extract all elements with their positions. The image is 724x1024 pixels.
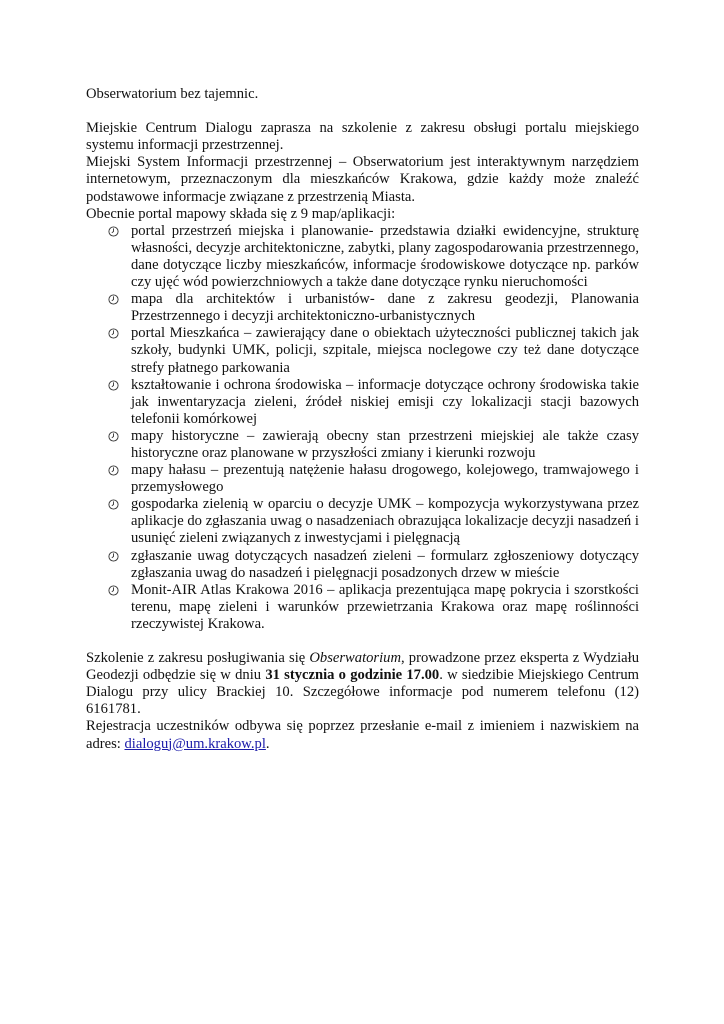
training-date: 31 stycznia o godzinie 17.00 [265,667,440,684]
clock-icon [108,499,119,510]
clock-icon [108,431,119,442]
list-item [86,377,639,428]
list-item [86,462,639,496]
document-title: Obserwatorium bez tajemnic. [86,86,259,102]
list-item-text: mapy hałasu – prezentują natężenie hałasu drogowego, kolejowego, tramwajowego i przemysłowego [131,462,639,496]
list-item [86,496,639,547]
list-item-text: Monit-AIR Atlas Krakowa 2016 – aplikacja prezentująca mapę pokrycia i szorstkości terenu, mapę zieleni i warunków przewietrzania Krakowa oraz mapę roślinności rzeczywistej Krakowa. [131,581,639,632]
training-italic: Obserwatorium [309,650,401,667]
clock-icon [108,294,119,305]
intro-paragraph: Obecnie portal mapowy składa się z 9 map/aplikacji: [86,205,396,222]
list-item-text: mapa dla architektów i urbanistów- dane z zakresu geodezji, Planowania Przestrzennego i decyzji architektoniczno-urbanistycznych [131,291,639,325]
list-item-text: zgłaszanie uwag dotyczących nasadzeń zieleni – formularz zgłoszeniowy dotyczący zgłaszania uwag do nasadzeń i pielęgnacji posadzonych drzew w mieście [131,547,639,581]
list-item [86,325,639,376]
list-item-text: portal Mieszkańca – zawierający dane o obiektach użyteczności publicznej takich jak szkoły, budynki UMK, policji, szpitale, miejsca noclegowe czy też dane dotyczące strefy płatnego parkowania [131,325,639,376]
intro-paragraph: Miejskie Centrum Dialogu zaprasza na szkolenie z zakresu obsługi portalu miejskiego systemu informacji przestrzennej. [86,120,639,154]
list-item-text: kształtowanie i ochrona środowiska – informacje dotyczące ochrony środowiska takie jak inwentaryzacja zieleni, źródeł niskiej emisji czy lokalizacji stacji bazowych telefonii komórkowej [131,376,639,427]
clock-icon [108,226,119,237]
clock-icon [108,585,119,596]
training-paragraph [86,650,639,718]
list-item [86,582,639,633]
registration-suffix: . [265,735,270,752]
list-item-text: mapy historyczne – zawierają obecny stan przestrzeni miejskiej ale także czasy historyczne oraz planowane w przyszłości zmiany i kierunki rozwoju [131,427,639,461]
clock-icon [108,465,119,476]
list-item [86,428,639,462]
clock-icon [108,328,119,339]
list-item [86,223,639,291]
paragraph-spacer [86,633,639,650]
registration-paragraph [86,718,639,752]
list-item-text: portal przestrzeń miejska i planowanie- przedstawia działki ewidencyjne, strukturę własności, decyzje architektoniczne, zabytki, plany zagospodarowania przestrzennego, dane dotyczące liczby mieszkańców, informacje środowiskowe dotyczące np. parków czy ujęć wód powierzchniowych a także dane dotyczące rynku nieruchomości [131,222,639,291]
clock-icon [108,551,119,562]
intro-paragraph: Miejski System Informacji przestrzennej – Obserwatorium jest interaktywnym narzędziem internetowym, przeznaczonym dla mieszkańców Krakowa, gdzie każdy może znaleźć podstawowe informacje związane z przestrzenią Miasta. [86,154,639,205]
list-item-text: gospodarka zielenią w oparciu o decyzje UMK – kompozycja wykorzystywana przez aplikacje do zgłaszania uwag o nasadzeniach obrazująca lokalizacje decyzji nasadzeń i usunięć zieleni związanych z inwestycjami i pielęgnacją [131,496,639,547]
apps-list [86,223,639,633]
email-link[interactable]: dialoguj@um.krakow.pl [124,735,266,752]
document-page [86,86,639,753]
list-item [86,291,639,325]
registration-text: Rejestracja uczestników odbywa się poprzez przesłanie e-mail z imieniem i nazwiskiem na adres: [86,718,639,752]
training-text: , prowadzone przez eksperta z Wydziału Geodezji odbędzie się w dniu [86,650,639,684]
clock-icon [108,380,119,391]
training-text: Szkolenie z zakresu posługiwania się [86,650,310,667]
list-item [86,548,639,582]
training-text: . w siedzibie Miejskiego Centrum Dialogu przy ulicy Brackiej 10. Szczegółowe informacje pod numerem telefonu (12) 6161781. [86,667,639,718]
